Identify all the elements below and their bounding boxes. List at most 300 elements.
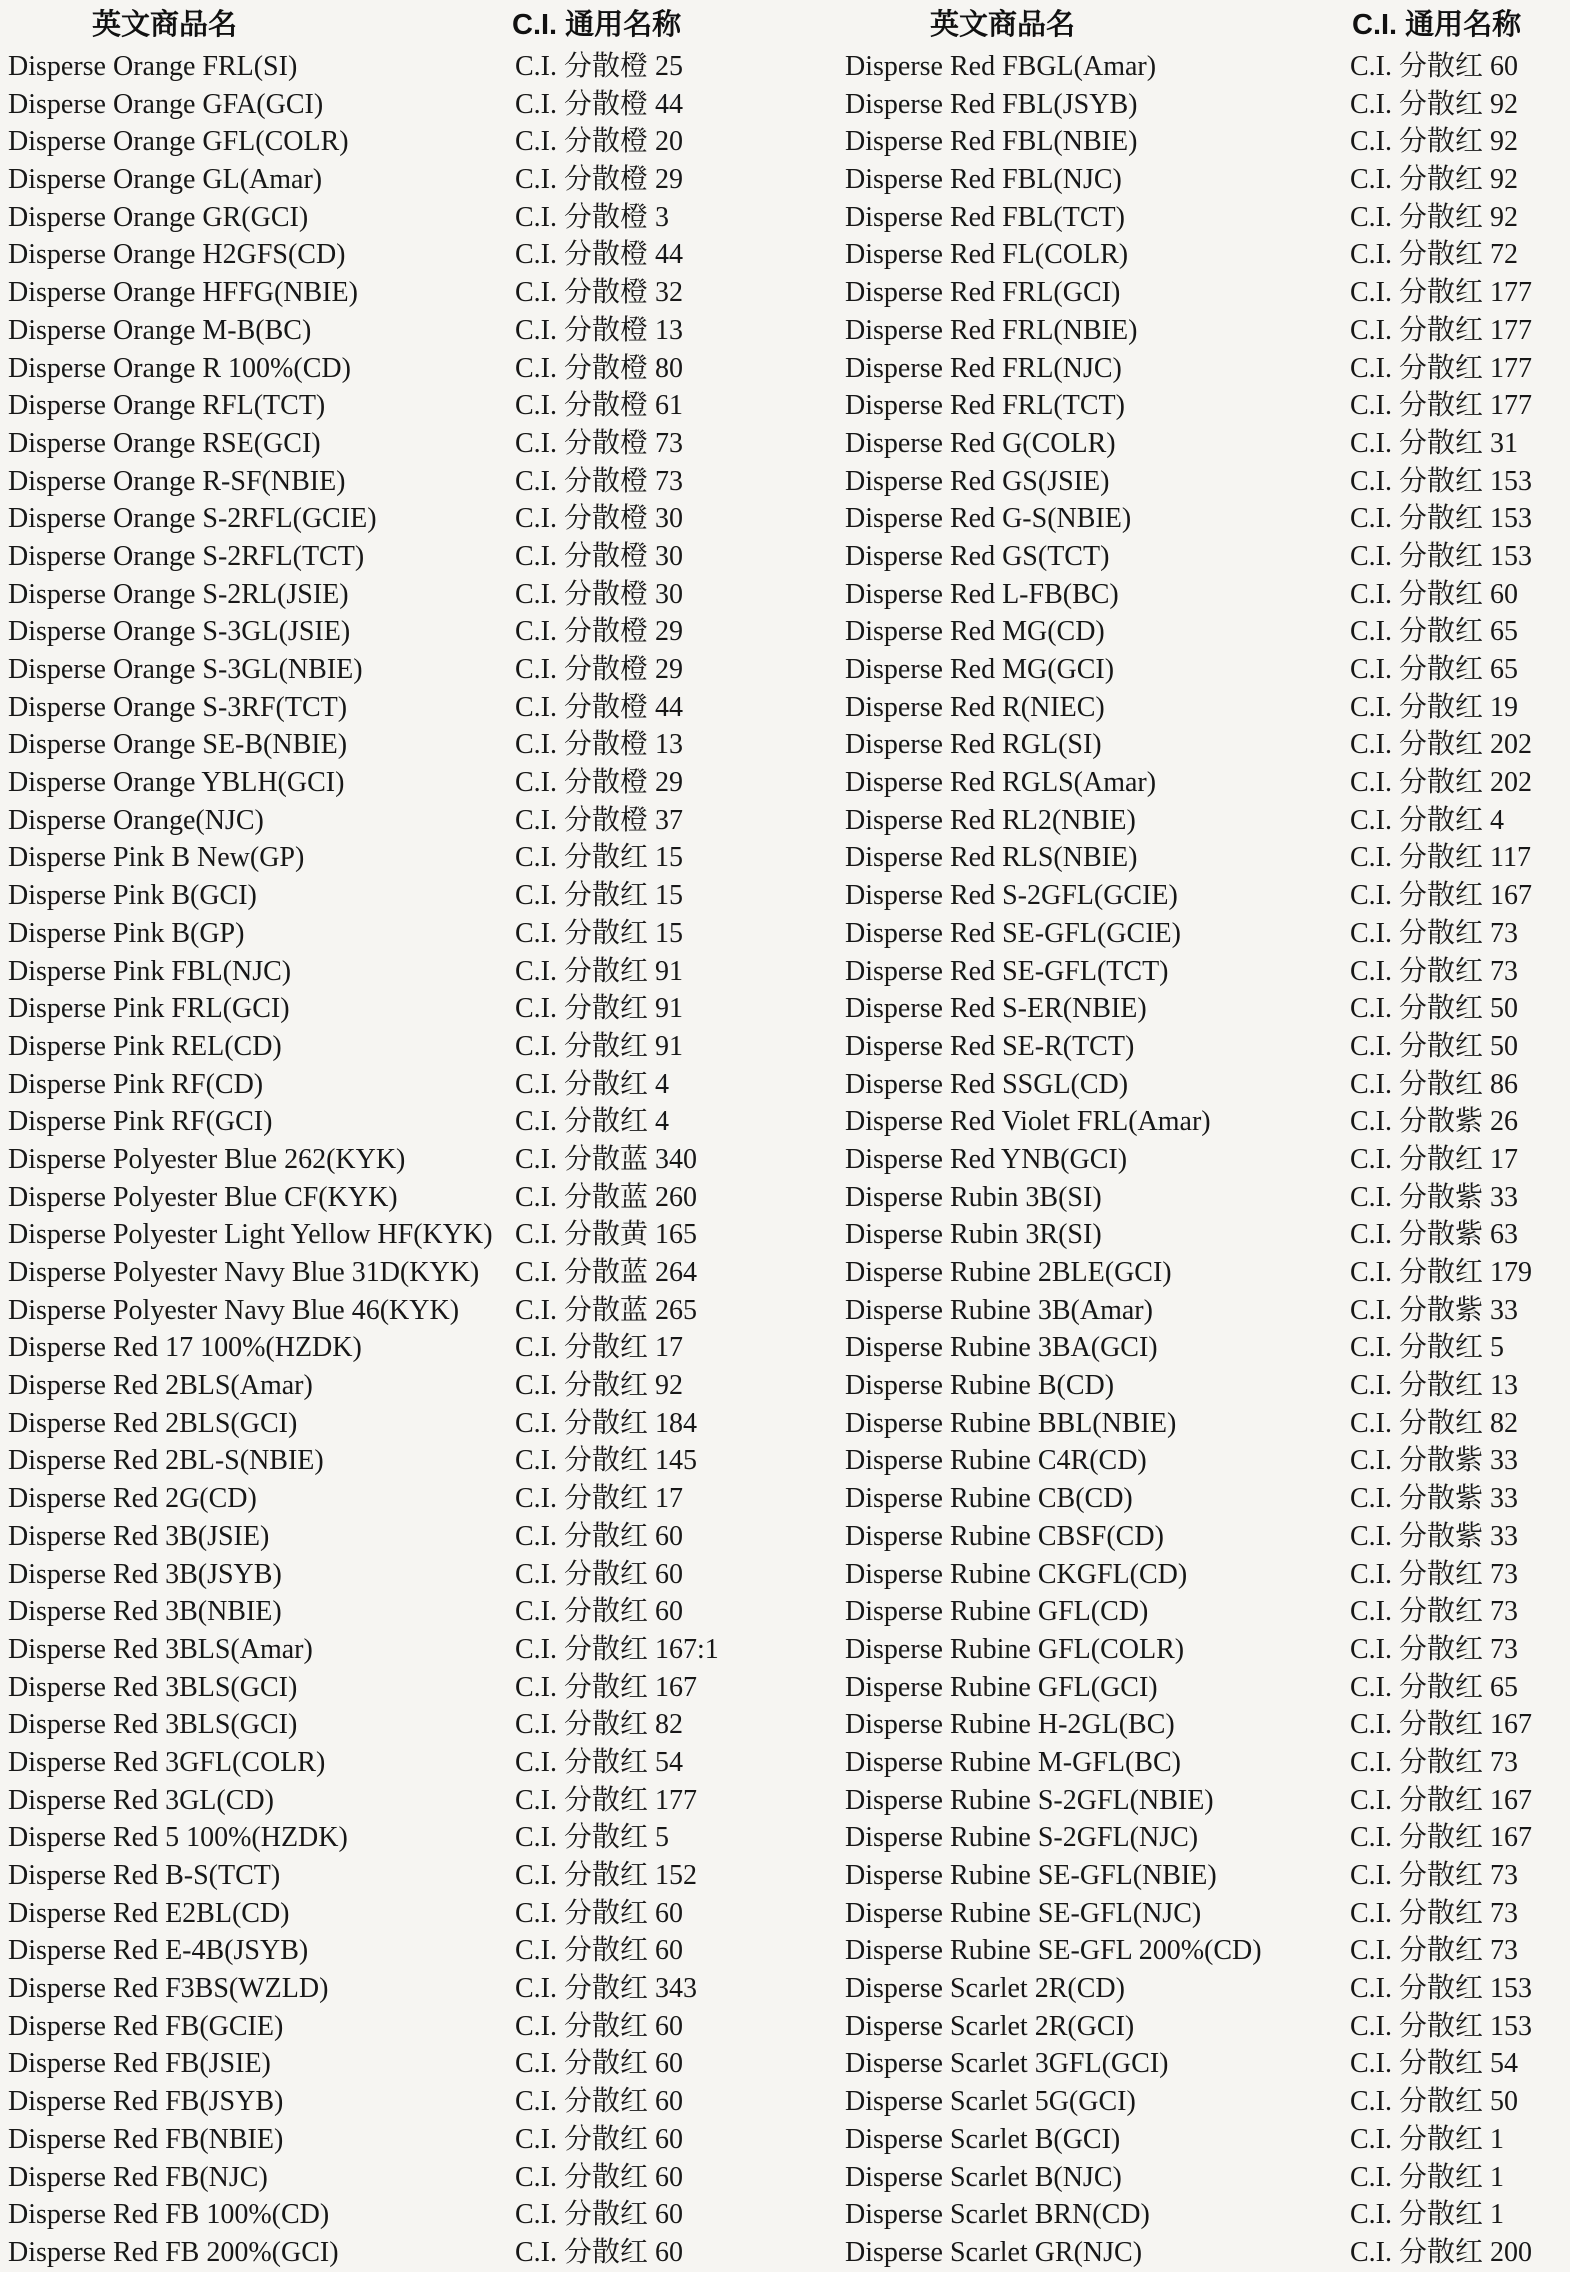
table-row xyxy=(0,236,1570,274)
trade-name-cell: Disperse Rubine GFL(GCI) xyxy=(845,1671,1158,1703)
ci-name-cell: C.I. 分散黄 165 xyxy=(515,1219,698,1251)
trade-name-cell: Disperse Red 2BLS(Amar) xyxy=(8,1370,313,1402)
ci-name-cell: C.I. 分散红 13 xyxy=(1350,1370,1519,1402)
ci-name-cell: C.I. 分散红 73 xyxy=(1350,1596,1519,1628)
table-row xyxy=(0,350,1570,388)
ci-name-cell: C.I. 分散红 65 xyxy=(1350,1671,1519,1703)
trade-name-cell: Disperse Red GS(JSIE) xyxy=(845,465,1110,497)
ci-name-cell: C.I. 分散红 73 xyxy=(1350,1935,1519,1967)
ci-name-cell: C.I. 分散红 167 xyxy=(1350,880,1533,912)
ci-name-cell: C.I. 分散红 92 xyxy=(1350,126,1519,158)
table-row xyxy=(0,2008,1570,2046)
table-row xyxy=(0,274,1570,312)
table-row xyxy=(0,2083,1570,2121)
trade-name-cell: Disperse Rubin 3B(SI) xyxy=(845,1181,1102,1213)
trade-name-cell: Disperse Red FRL(GCI) xyxy=(845,277,1121,309)
trade-name-cell: Disperse Red RGLS(Amar) xyxy=(845,767,1157,799)
ci-name-cell: C.I. 分散紫 33 xyxy=(1350,1520,1519,1552)
ci-name-cell: C.I. 分散红 60 xyxy=(515,1897,684,1929)
ci-name-cell: C.I. 分散红 153 xyxy=(1350,503,1533,535)
table-row xyxy=(0,1593,1570,1631)
trade-name-cell: Disperse Orange S-2RFL(GCIE) xyxy=(8,503,377,535)
ci-name-cell: C.I. 分散橙 61 xyxy=(515,390,684,422)
trade-name-cell: Disperse Pink FRL(GCI) xyxy=(8,993,290,1025)
table-row xyxy=(0,1405,1570,1443)
table-row xyxy=(0,613,1570,651)
ci-name-cell: C.I. 分散红 65 xyxy=(1350,616,1519,648)
ci-name-cell: C.I. 分散红 54 xyxy=(515,1746,684,1778)
ci-name-cell: C.I. 分散红 343 xyxy=(515,1973,698,2005)
ci-name-cell: C.I. 分散红 145 xyxy=(515,1445,698,1477)
trade-name-cell: Disperse Red B-S(TCT) xyxy=(8,1860,281,1891)
table-row xyxy=(0,1895,1570,1933)
trade-name-cell: Disperse Pink RF(GCI) xyxy=(8,1106,273,1138)
trade-name-cell: Disperse Orange S-3GL(NBIE) xyxy=(8,654,363,685)
table-row xyxy=(0,1066,1570,1104)
ci-name-cell: C.I. 分散红 153 xyxy=(1350,1973,1533,2005)
ci-name-cell: C.I. 分散红 73 xyxy=(1350,917,1519,949)
trade-name-cell: Disperse Pink REL(CD) xyxy=(8,1030,282,1062)
table-row xyxy=(0,2121,1570,2159)
ci-name-cell: C.I. 分散红 60 xyxy=(515,1520,684,1552)
trade-name-cell: Disperse Rubine CKGFL(CD) xyxy=(845,1558,1188,1590)
table-header-row xyxy=(0,6,1570,48)
trade-name-cell: Disperse Polyester Blue 262(KYK) xyxy=(8,1143,406,1175)
table-row xyxy=(0,1442,1570,1480)
trade-name-cell: Disperse Orange S-3GL(JSIE) xyxy=(8,616,351,648)
ci-name-cell: C.I. 分散红 200 xyxy=(1350,2236,1533,2268)
table-row xyxy=(0,1216,1570,1254)
ci-name-cell: C.I. 分散红 5 xyxy=(515,1822,670,1854)
table-row xyxy=(0,1367,1570,1405)
trade-name-cell: Disperse Red R(NIEC) xyxy=(845,691,1105,723)
table-row xyxy=(0,1631,1570,1669)
ci-name-cell: C.I. 分散橙 44 xyxy=(515,88,684,120)
table-row xyxy=(0,1179,1570,1217)
ci-name-cell: C.I. 分散红 177 xyxy=(1350,352,1533,384)
ci-name-cell: C.I. 分散橙 3 xyxy=(515,201,670,233)
ci-name-cell: C.I. 分散红 31 xyxy=(1350,427,1519,459)
ci-name-cell: C.I. 分散橙 73 xyxy=(515,465,684,497)
table-row xyxy=(0,463,1570,501)
trade-name-cell: Disperse Pink B(GCI) xyxy=(8,880,257,912)
trade-name-cell: Disperse Orange HFFG(NBIE) xyxy=(8,277,358,309)
ci-name-cell: C.I. 分散橙 32 xyxy=(515,277,684,309)
table-row xyxy=(0,1932,1570,1970)
table-row xyxy=(0,802,1570,840)
trade-name-cell: Disperse Red SE-GFL(GCIE) xyxy=(845,917,1181,949)
ci-name-cell: C.I. 分散红 92 xyxy=(1350,88,1519,120)
ci-name-cell: C.I. 分散红 177 xyxy=(1350,390,1533,422)
trade-name-cell: Disperse Red FBL(JSYB) xyxy=(845,88,1138,120)
ci-name-cell: C.I. 分散红 60 xyxy=(515,1935,684,1967)
trade-name-cell: Disperse Scarlet B(NJC) xyxy=(845,2161,1122,2193)
ci-name-cell: C.I. 分散蓝 260 xyxy=(515,1181,698,1213)
ci-name-cell: C.I. 分散红 60 xyxy=(1350,578,1519,610)
trade-name-cell: Disperse Red L-FB(BC) xyxy=(845,578,1119,610)
ci-name-cell: C.I. 分散红 60 xyxy=(515,2161,684,2193)
trade-name-cell: Disperse Rubine M-GFL(BC) xyxy=(845,1746,1181,1778)
trade-name-cell: Disperse Pink RF(CD) xyxy=(8,1068,264,1100)
trade-name-cell: Disperse Red 2G(CD) xyxy=(8,1483,257,1515)
table-row xyxy=(0,538,1570,576)
trade-name-cell: Disperse Red 17 100%(HZDK) xyxy=(8,1332,362,1364)
trade-name-cell: Disperse Rubine SE-GFL(NJC) xyxy=(845,1897,1202,1929)
ci-name-cell: C.I. 分散红 167:1 xyxy=(515,1633,719,1665)
trade-name-cell: Disperse Red FL(COLR) xyxy=(845,239,1129,271)
ci-name-cell: C.I. 分散红 184 xyxy=(515,1407,698,1439)
trade-name-cell: Disperse Orange M-B(BC) xyxy=(8,314,312,346)
ci-name-cell: C.I. 分散红 202 xyxy=(1350,767,1533,799)
ci-name-cell: C.I. 分散红 117 xyxy=(1350,842,1531,874)
ci-name-cell: C.I. 分散紫 33 xyxy=(1350,1294,1519,1326)
trade-name-cell: Disperse Orange S-2RL(JSIE) xyxy=(8,578,349,610)
table-row xyxy=(0,500,1570,538)
trade-name-cell: Disperse Orange YBLH(GCI) xyxy=(8,767,345,799)
trade-name-cell: Disperse Polyester Navy Blue 31D(KYK) xyxy=(8,1257,480,1288)
ci-name-cell: C.I. 分散蓝 264 xyxy=(515,1257,698,1288)
trade-name-cell: Disperse Rubine S-2GFL(NBIE) xyxy=(845,1784,1214,1816)
trade-name-cell: Disperse Red Violet FRL(Amar) xyxy=(845,1106,1211,1138)
ci-name-cell: C.I. 分散橙 44 xyxy=(515,239,684,271)
trade-name-cell: Disperse Orange SE-B(NBIE) xyxy=(8,729,348,761)
trade-name-cell: Disperse Red GS(TCT) xyxy=(845,540,1110,572)
trade-name-cell: Disperse Orange GFA(GCI) xyxy=(8,88,324,120)
ci-name-cell: C.I. 分散红 167 xyxy=(515,1671,698,1703)
trade-name-cell: Disperse Red FRL(NJC) xyxy=(845,352,1122,384)
trade-name-cell: Disperse Red G(COLR) xyxy=(845,427,1116,459)
ci-name-cell: C.I. 分散红 167 xyxy=(1350,1822,1533,1854)
table-row xyxy=(0,689,1570,727)
table-row xyxy=(0,387,1570,425)
table-row xyxy=(0,1028,1570,1066)
trade-name-cell: Disperse Rubine 2BLE(GCI) xyxy=(845,1257,1172,1288)
trade-name-cell: Disperse Red 3BLS(Amar) xyxy=(8,1633,313,1665)
ci-name-cell: C.I. 分散红 17 xyxy=(515,1332,684,1364)
trade-name-cell: Disperse Red 3B(NBIE) xyxy=(8,1596,282,1628)
trade-name-cell: Disperse Red 2BL-S(NBIE) xyxy=(8,1445,324,1477)
trade-name-cell: Disperse Scarlet 2R(CD) xyxy=(845,1973,1125,2005)
trade-name-cell: Disperse Red FB(NBIE) xyxy=(8,2123,284,2155)
ci-name-cell: C.I. 分散蓝 265 xyxy=(515,1294,698,1326)
ci-name-cell: C.I. 分散红 73 xyxy=(1350,955,1519,987)
ci-name-cell: C.I. 分散红 4 xyxy=(515,1106,670,1138)
trade-name-cell: Disperse Red 3B(JSYB) xyxy=(8,1558,282,1590)
ci-name-cell: C.I. 分散橙 80 xyxy=(515,352,684,384)
trade-name-cell: Disperse Rubine BBL(NBIE) xyxy=(845,1407,1177,1439)
ci-name-cell: C.I. 分散橙 44 xyxy=(515,691,684,723)
table-row xyxy=(0,1556,1570,1594)
ci-name-cell: C.I. 分散红 15 xyxy=(515,842,684,874)
ci-name-cell: C.I. 分散红 60 xyxy=(515,2123,684,2155)
table-row xyxy=(0,312,1570,350)
trade-name-cell: Disperse Red FB(JSIE) xyxy=(8,2048,271,2080)
ci-name-cell: C.I. 分散红 73 xyxy=(1350,1558,1519,1590)
trade-name-cell: Disperse Scarlet 2R(GCI) xyxy=(845,2010,1135,2042)
ci-name-cell: C.I. 分散红 152 xyxy=(515,1860,698,1891)
trade-name-cell: Disperse Red E-4B(JSYB) xyxy=(8,1935,309,1967)
ci-name-cell: C.I. 分散红 15 xyxy=(515,917,684,949)
trade-name-cell: Disperse Orange S-3RF(TCT) xyxy=(8,691,348,723)
ci-name-cell: C.I. 分散紫 33 xyxy=(1350,1445,1519,1477)
ci-name-cell: C.I. 分散橙 29 xyxy=(515,616,684,648)
ci-name-cell: C.I. 分散橙 30 xyxy=(515,578,684,610)
ci-name-cell: C.I. 分散红 54 xyxy=(1350,2048,1519,2080)
ci-name-cell: C.I. 分散橙 13 xyxy=(515,314,684,346)
trade-name-cell: Disperse Rubine GFL(CD) xyxy=(845,1596,1149,1628)
trade-name-cell: Disperse Rubine SE-GFL(NBIE) xyxy=(845,1860,1217,1891)
ci-name-cell: C.I. 分散红 60 xyxy=(515,2010,684,2042)
trade-name-cell: Disperse Red S-ER(NBIE) xyxy=(845,993,1147,1025)
ci-name-cell: C.I. 分散紫 63 xyxy=(1350,1219,1519,1251)
trade-name-cell: Disperse Red 2BLS(GCI) xyxy=(8,1407,298,1439)
trade-name-cell: Disperse Scarlet GR(NJC) xyxy=(845,2236,1143,2268)
trade-name-cell: Disperse Scarlet B(GCI) xyxy=(845,2123,1121,2155)
ci-name-cell: C.I. 分散橙 13 xyxy=(515,729,684,761)
ci-name-cell: C.I. 分散红 91 xyxy=(515,955,684,987)
trade-name-cell: Disperse Rubine GFL(COLR) xyxy=(845,1633,1185,1665)
table-row xyxy=(0,651,1570,689)
ci-name-cell: C.I. 分散红 91 xyxy=(515,993,684,1025)
table-row xyxy=(0,1292,1570,1330)
trade-name-cell: Disperse Rubine C4R(CD) xyxy=(845,1445,1147,1477)
trade-name-cell: Disperse Scarlet 3GFL(GCI) xyxy=(845,2048,1169,2080)
table-row xyxy=(0,86,1570,124)
table-row xyxy=(0,1141,1570,1179)
table-row xyxy=(0,1669,1570,1707)
trade-name-cell: Disperse Red FRL(TCT) xyxy=(845,390,1125,422)
table-row xyxy=(0,1518,1570,1556)
ci-name-cell: C.I. 分散红 167 xyxy=(1350,1784,1533,1816)
ci-name-cell: C.I. 分散红 15 xyxy=(515,880,684,912)
table-row xyxy=(0,161,1570,199)
table-row xyxy=(0,839,1570,877)
ci-name-cell: C.I. 分散红 82 xyxy=(1350,1407,1519,1439)
trade-name-cell: Disperse Rubine 3B(Amar) xyxy=(845,1294,1153,1326)
trade-name-cell: Disperse Red MG(GCI) xyxy=(845,654,1115,685)
ci-name-cell: C.I. 分散红 153 xyxy=(1350,2010,1533,2042)
table-row xyxy=(0,877,1570,915)
table-row xyxy=(0,2045,1570,2083)
ci-name-cell: C.I. 分散蓝 340 xyxy=(515,1143,698,1175)
trade-name-cell: Disperse Red RLS(NBIE) xyxy=(845,842,1138,874)
trade-name-cell: Disperse Red FB 100%(CD) xyxy=(8,2199,330,2231)
ci-name-cell: C.I. 分散红 73 xyxy=(1350,1897,1519,1929)
trade-name-cell: Disperse Red MG(CD) xyxy=(845,616,1105,648)
table-row xyxy=(0,48,1570,86)
table-body xyxy=(0,48,1570,2272)
trade-name-cell: Disperse Red 3B(JSIE) xyxy=(8,1520,270,1552)
trade-name-cell: Disperse Orange S-2RFL(TCT) xyxy=(8,540,365,572)
ci-name-cell: C.I. 分散红 91 xyxy=(515,1030,684,1062)
trade-name-cell: Disperse Red FB 200%(GCI) xyxy=(8,2236,339,2268)
ci-name-cell: C.I. 分散红 50 xyxy=(1350,2086,1519,2118)
table-row xyxy=(0,2196,1570,2234)
trade-name-cell: Disperse Red FBGL(Amar) xyxy=(845,51,1157,82)
table-row xyxy=(0,1744,1570,1782)
trade-name-cell: Disperse Red 3BLS(GCI) xyxy=(8,1671,298,1703)
trade-name-cell: Disperse Red SSGL(CD) xyxy=(845,1068,1129,1100)
ci-name-cell: C.I. 分散红 73 xyxy=(1350,1860,1519,1891)
ci-name-cell: C.I. 分散橙 37 xyxy=(515,804,684,836)
ci-name-cell: C.I. 分散红 1 xyxy=(1350,2199,1505,2231)
trade-name-cell: Disperse Orange(NJC) xyxy=(8,804,264,836)
ci-name-cell: C.I. 分散红 60 xyxy=(515,1558,684,1590)
ci-name-cell: C.I. 分散红 82 xyxy=(515,1709,684,1741)
table-row xyxy=(0,1103,1570,1141)
ci-name-cell: C.I. 分散红 65 xyxy=(1350,654,1519,685)
ci-name-cell: C.I. 分散红 50 xyxy=(1350,993,1519,1025)
trade-name-cell: Disperse Polyester Blue CF(KYK) xyxy=(8,1181,398,1213)
table-row xyxy=(0,1819,1570,1857)
ci-name-cell: C.I. 分散紫 26 xyxy=(1350,1106,1519,1138)
ci-name-cell: C.I. 分散红 60 xyxy=(515,2236,684,2268)
ci-name-cell: C.I. 分散橙 25 xyxy=(515,51,684,82)
ci-name-cell: C.I. 分散红 60 xyxy=(515,2048,684,2080)
trade-name-cell: Disperse Pink FBL(NJC) xyxy=(8,955,292,987)
trade-name-cell: Disperse Red S-2GFL(GCIE) xyxy=(845,880,1178,912)
trade-name-cell: Disperse Red RL2(NBIE) xyxy=(845,804,1136,836)
trade-name-cell: Disperse Rubine CBSF(CD) xyxy=(845,1520,1164,1552)
ci-name-cell: C.I. 分散红 72 xyxy=(1350,239,1519,271)
ci-name-cell: C.I. 分散红 179 xyxy=(1350,1257,1533,1288)
ci-name-cell: C.I. 分散红 4 xyxy=(515,1068,670,1100)
trade-name-cell: Disperse Rubine 3BA(GCI) xyxy=(845,1332,1158,1364)
ci-name-cell: C.I. 分散红 92 xyxy=(515,1370,684,1402)
table-row xyxy=(0,123,1570,161)
trade-name-cell: Disperse Red FB(JSYB) xyxy=(8,2086,284,2118)
trade-name-cell: Disperse Orange RSE(GCI) xyxy=(8,427,321,459)
ci-name-cell: C.I. 分散红 153 xyxy=(1350,540,1533,572)
trade-name-cell: Disperse Orange GL(Amar) xyxy=(8,164,323,196)
ci-name-cell: C.I. 分散红 177 xyxy=(1350,314,1533,346)
trade-name-cell: Disperse Polyester Light Yellow HF(KYK) xyxy=(8,1219,493,1251)
table-row xyxy=(0,1782,1570,1820)
ci-name-cell: C.I. 分散红 177 xyxy=(1350,277,1533,309)
ci-name-cell: C.I. 分散红 60 xyxy=(515,2199,684,2231)
trade-name-cell: Disperse Polyester Navy Blue 46(KYK) xyxy=(8,1294,460,1326)
trade-name-cell: Disperse Red E2BL(CD) xyxy=(8,1897,290,1929)
ci-name-cell: C.I. 分散红 60 xyxy=(515,2086,684,2118)
trade-name-cell: Disperse Rubine CB(CD) xyxy=(845,1483,1133,1515)
trade-name-cell: Disperse Rubine SE-GFL 200%(CD) xyxy=(845,1935,1262,1967)
trade-name-cell: Disperse Red YNB(GCI) xyxy=(845,1143,1128,1175)
trade-name-cell: Disperse Orange GR(GCI) xyxy=(8,201,309,233)
ci-name-cell: C.I. 分散红 4 xyxy=(1350,804,1505,836)
ci-name-cell: C.I. 分散紫 33 xyxy=(1350,1483,1519,1515)
table-row xyxy=(0,953,1570,991)
table-row xyxy=(0,2159,1570,2197)
trade-name-cell: Disperse Orange R 100%(CD) xyxy=(8,352,351,384)
trade-name-cell: Disperse Scarlet 5G(GCI) xyxy=(845,2086,1136,2118)
ci-name-cell: C.I. 分散橙 30 xyxy=(515,540,684,572)
ci-name-cell: C.I. 分散橙 20 xyxy=(515,126,684,158)
ci-name-cell: C.I. 分散红 177 xyxy=(515,1784,698,1816)
column-header-ci-name-left: C.I. 通用名称 xyxy=(512,9,682,41)
ci-name-cell: C.I. 分散橙 29 xyxy=(515,164,684,196)
ci-name-cell: C.I. 分散红 17 xyxy=(1350,1143,1519,1175)
ci-name-cell: C.I. 分散红 60 xyxy=(515,1596,684,1628)
trade-name-cell: Disperse Rubin 3R(SI) xyxy=(845,1219,1102,1251)
ci-name-cell: C.I. 分散红 19 xyxy=(1350,691,1519,723)
ci-name-cell: C.I. 分散红 92 xyxy=(1350,201,1519,233)
trade-name-cell: Disperse Red FBL(NBIE) xyxy=(845,126,1138,158)
trade-name-cell: Disperse Rubine B(CD) xyxy=(845,1370,1115,1402)
column-header-trade-name-left: 英文商品名 xyxy=(92,9,238,41)
trade-name-cell: Disperse Red G-S(NBIE) xyxy=(845,503,1132,535)
table-row xyxy=(0,2234,1570,2272)
ci-name-cell: C.I. 分散橙 29 xyxy=(515,654,684,685)
trade-name-cell: Disperse Red 3GL(CD) xyxy=(8,1784,274,1816)
trade-name-cell: Disperse Red SE-R(TCT) xyxy=(845,1030,1135,1062)
table-row xyxy=(0,199,1570,237)
table-row xyxy=(0,1970,1570,2008)
trade-name-cell: Disperse Red 3BLS(GCI) xyxy=(8,1709,298,1741)
table-row xyxy=(0,1254,1570,1292)
trade-name-cell: Disperse Orange H2GFS(CD) xyxy=(8,239,346,271)
ci-name-cell: C.I. 分散红 86 xyxy=(1350,1068,1519,1100)
ci-name-cell: C.I. 分散橙 29 xyxy=(515,767,684,799)
trade-name-cell: Disperse Rubine H-2GL(BC) xyxy=(845,1709,1175,1741)
trade-name-cell: Disperse Red SE-GFL(TCT) xyxy=(845,955,1169,987)
ci-name-cell: C.I. 分散红 202 xyxy=(1350,729,1533,761)
ci-name-cell: C.I. 分散红 73 xyxy=(1350,1633,1519,1665)
table-row xyxy=(0,425,1570,463)
table-row xyxy=(0,915,1570,953)
ci-name-cell: C.I. 分散红 50 xyxy=(1350,1030,1519,1062)
ci-name-cell: C.I. 分散红 5 xyxy=(1350,1332,1505,1364)
trade-name-cell: Disperse Orange RFL(TCT) xyxy=(8,390,326,422)
trade-name-cell: Disperse Scarlet BRN(CD) xyxy=(845,2199,1150,2231)
trade-name-cell: Disperse Orange FRL(SI) xyxy=(8,51,298,82)
trade-name-cell: Disperse Red F3BS(WZLD) xyxy=(8,1973,329,2005)
ci-name-cell: C.I. 分散紫 33 xyxy=(1350,1181,1519,1213)
trade-name-cell: Disperse Red FRL(NBIE) xyxy=(845,314,1138,346)
trade-name-cell: Disperse Pink B(GP) xyxy=(8,917,245,949)
ci-name-cell: C.I. 分散红 60 xyxy=(1350,51,1519,82)
table-row xyxy=(0,1706,1570,1744)
trade-name-cell: Disperse Red FBL(NJC) xyxy=(845,164,1122,196)
trade-name-cell: Disperse Red FB(GCIE) xyxy=(8,2010,284,2042)
ci-name-cell: C.I. 分散红 17 xyxy=(515,1483,684,1515)
column-header-trade-name-right: 英文商品名 xyxy=(930,9,1076,41)
table-row xyxy=(0,726,1570,764)
table-row xyxy=(0,576,1570,614)
trade-name-cell: Disperse Red RGL(SI) xyxy=(845,729,1102,761)
trade-name-cell: Disperse Red FBL(TCT) xyxy=(845,201,1125,233)
trade-name-cell: Disperse Orange R-SF(NBIE) xyxy=(8,465,346,497)
ci-name-cell: C.I. 分散红 73 xyxy=(1350,1746,1519,1778)
trade-name-cell: Disperse Rubine S-2GFL(NJC) xyxy=(845,1822,1199,1854)
table-row xyxy=(0,1480,1570,1518)
trade-name-cell: Disperse Red 5 100%(HZDK) xyxy=(8,1822,348,1854)
ci-name-cell: C.I. 分散红 153 xyxy=(1350,465,1533,497)
ci-name-cell: C.I. 分散橙 30 xyxy=(515,503,684,535)
ci-name-cell: C.I. 分散红 92 xyxy=(1350,164,1519,196)
trade-name-cell: Disperse Red 3GFL(COLR) xyxy=(8,1746,326,1778)
column-header-ci-name-right: C.I. 通用名称 xyxy=(1352,9,1522,41)
table-row xyxy=(0,764,1570,802)
table-row xyxy=(0,1329,1570,1367)
ci-name-cell: C.I. 分散橙 73 xyxy=(515,427,684,459)
trade-name-cell: Disperse Red FB(NJC) xyxy=(8,2161,268,2193)
ci-name-cell: C.I. 分散红 1 xyxy=(1350,2123,1505,2155)
ci-name-cell: C.I. 分散红 1 xyxy=(1350,2161,1505,2193)
trade-name-cell: Disperse Pink B New(GP) xyxy=(8,842,305,874)
trade-name-cell: Disperse Orange GFL(COLR) xyxy=(8,126,349,158)
ci-name-cell: C.I. 分散红 167 xyxy=(1350,1709,1533,1741)
table-row xyxy=(0,1857,1570,1895)
